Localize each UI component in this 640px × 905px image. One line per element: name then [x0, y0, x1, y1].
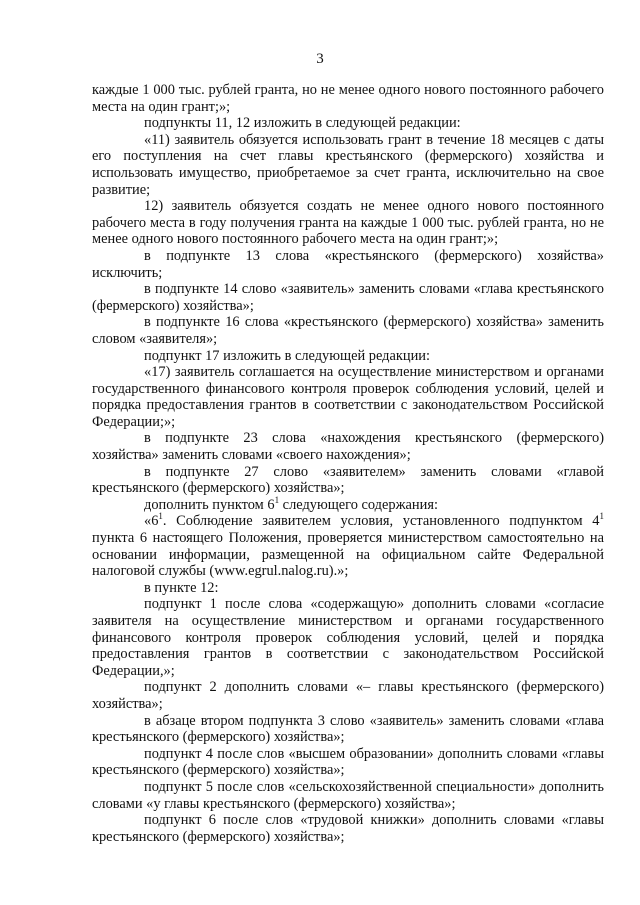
paragraph [92, 779, 604, 812]
paragraph-text: «6 [144, 513, 159, 530]
paragraph [92, 115, 604, 132]
paragraph-text: в подпункте 23 слова «нахождения крестьянского (фермерского) хозяйства» заменить словами «своего нахождения»; [92, 430, 604, 464]
paragraph-text: следующего содержания: [279, 496, 438, 513]
paragraph [92, 580, 604, 597]
superscript: 1 [599, 511, 604, 522]
paragraph [92, 348, 604, 365]
paragraph [92, 281, 604, 314]
paragraph-text: подпункты 11, 12 изложить в следующей редакции: [144, 115, 461, 132]
paragraph [92, 430, 604, 463]
paragraph-text: в подпункте 14 слово «заявитель» заменить словами «глава крестьянского (фермерского) хозяйства»; [92, 281, 604, 314]
paragraph [92, 713, 604, 746]
paragraph-text: . Соблюдение заявителем условия, установленного подпунктом 4 [162, 513, 600, 530]
document-body [92, 82, 604, 845]
paragraph-text: «17) заявитель соглашается на осуществление министерством и органами государственного финансового контроля проверок соблюдения условий, целей и порядка предоставления грантов в соответствии с законодательством Российской Федерации;»; [92, 364, 604, 430]
paragraph-text: в подпункте 13 слова «крестьянского (фермерского) хозяйства» исключить; [92, 247, 604, 281]
page-number: 3 [316, 51, 324, 67]
paragraph [92, 497, 604, 514]
paragraph-text: «11) заявитель обязуется использовать грант в течение 18 месяцев с даты его поступления на счет главы крестьянского (фермерского) хозяйства и использовать имущество, приобретаемое за счет гранта, исключительно на свое развитие; [92, 131, 604, 198]
paragraph [92, 198, 604, 248]
paragraph-text: в абзаце втором подпункта 3 слово «заявитель» заменить словами «глава крестьянского (фермерского) хозяйства»; [92, 712, 604, 746]
paragraph [92, 464, 604, 497]
paragraph-text: подпункт 6 после слов «трудовой книжки» дополнить словами «главы крестьянского (фермерского) хозяйства»; [92, 812, 604, 845]
paragraph-text: в пункте 12: [144, 579, 219, 596]
paragraph-text: пункта 6 настоящего Положения, проверяется министерством самостоятельно на основании информации, размещенной на официальном сайте Федеральной налоговой службы (www.egrul.nalog.ru).»; [92, 530, 604, 580]
paragraph [92, 513, 604, 579]
paragraph-text: подпункт 17 изложить в следующей редакции: [144, 347, 430, 364]
paragraph [92, 679, 604, 712]
paragraph-text: 12) заявитель обязуется создать не менее одного нового постоянного рабочего места в году получения гранта на каждые 1 000 тыс. рублей гранта, но не менее одного нового постоянного рабочего места на один грант;»; [92, 198, 604, 248]
paragraph-text: подпункт 5 после слов «сельскохозяйственной специальности» дополнить словами «у главы крестьянского (фермерского) хозяйства»; [92, 778, 604, 812]
paragraph-text: каждые 1 000 тыс. рублей гранта, но не менее одного нового постоянного рабочего места на один грант;»; [92, 82, 604, 115]
paragraph-text: подпункт 4 после слов «высшем образовании» дополнить словами «главы крестьянского (фермерского) хозяйства»; [92, 745, 604, 779]
paragraph-text: в подпункте 16 слова «крестьянского (фермерского) хозяйства» заменить словом «заявителя»; [92, 314, 604, 347]
paragraph [92, 314, 604, 347]
paragraph [92, 364, 604, 430]
paragraph-text: дополнить пунктом 6 [144, 496, 275, 513]
paragraph [92, 132, 604, 198]
paragraph [92, 82, 604, 115]
superscript: 1 [158, 511, 163, 522]
paragraph [92, 248, 604, 281]
superscript: 1 [274, 495, 280, 506]
paragraph [92, 746, 604, 779]
paragraph-text: подпункт 2 дополнить словами «– главы крестьянского (фермерского) хозяйства»; [92, 679, 604, 712]
paragraph [92, 596, 604, 679]
paragraph-text: в подпункте 27 слово «заявителем» заменить словами «главой крестьянского (фермерского) хозяйства»; [92, 463, 604, 497]
paragraph-text: подпункт 1 после слова «содержащую» дополнить словами «согласие заявителя на осуществление министерством и органами государственного финансового контроля проверок соблюдения условий, целей и порядка предоставления грантов в соответствии с законодательством Российской Федерации,»; [92, 596, 604, 679]
paragraph [92, 812, 604, 845]
